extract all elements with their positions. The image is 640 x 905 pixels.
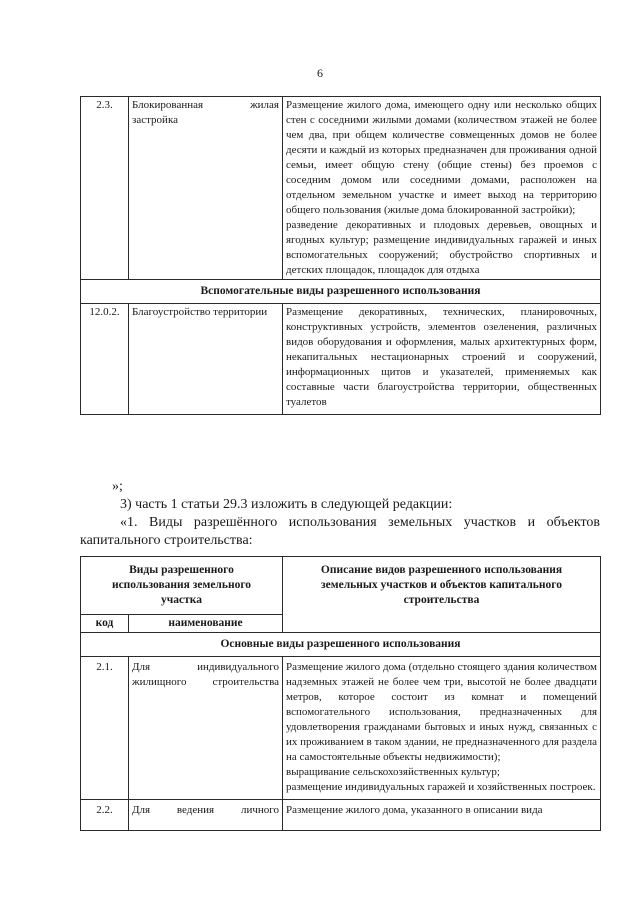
- row-code: 12.0.2.: [81, 304, 129, 415]
- land-use-table: [80, 556, 601, 831]
- table-row: [81, 304, 601, 415]
- row-description: Размещение жилого дома, указанного в описании вида: [283, 800, 601, 831]
- quoted-paragraph: [80, 514, 600, 550]
- row-description: [283, 657, 601, 800]
- row-code: 2.3.: [81, 97, 129, 280]
- header-description: Описание видов разрешенного использования земельных участков и объектов капитального строительства: [283, 557, 601, 633]
- table-row: [81, 657, 601, 800]
- table-row: [81, 800, 601, 831]
- description-paragraph: разведение декоративных и плодовых деревьев, овощных и ягодных культур; размещение индивидуальных гаражей и иных вспомогательных сооружений; обустройство спортивных и детских площадок, площадок для отдыха: [286, 219, 597, 276]
- row-code: 2.1.: [81, 657, 129, 800]
- row-name: Для индивидуального жилищного строительства: [129, 657, 283, 800]
- section-heading: Вспомогательные виды разрешенного использования: [81, 280, 601, 304]
- section-row: [81, 280, 601, 304]
- header-code: код: [81, 615, 129, 633]
- description-paragraph: Размещение жилого дома (отдельно стоящего здания количеством надземных этажей не более чем три, высотой не более двадцати метров, которое состоит из комнат и помещений вспомогательного использования, предназначенных для удовлетворения гражданами бытовых и иных нужд, связанных с их проживанием в таком здании, не предназначенного для раздела на самостоятельные объекты недвижимости);: [286, 661, 598, 763]
- row-code: 2.2.: [81, 800, 129, 831]
- row-name: Блокированная жилая застройка: [129, 97, 283, 280]
- closing-quote: »;: [112, 479, 123, 494]
- row-name: Для ведения личного: [129, 800, 283, 831]
- page-number: 6: [317, 66, 323, 80]
- header-land-use-types: Виды разрешенного использования земельного участка: [81, 557, 283, 615]
- section-row: [81, 633, 601, 657]
- description-paragraph: Размещение жилого дома, имеющего одну или несколько общих стен с соседними жилыми домами (количеством этажей не более чем два, при общем количестве совмещенных домов не более десяти и каждый из которых предназначен для проживания одной семьи, имеет общую стену (общие стены) без проемов с соседним домом или соседними домами, расположен на отдельном земельном участке и имеет выход на территорию общего пользования (жилые дома блокированной застройки);: [286, 99, 597, 216]
- amendment-item: 3) часть 1 статьи 29.3 изложить в следующей редакции:: [120, 497, 453, 512]
- row-description: [283, 97, 601, 280]
- quoted-text: «1. Виды разрешённого использования земельных участков и объектов капитального строительства:: [80, 515, 600, 548]
- table-row: [81, 97, 601, 280]
- description-paragraph: выращивание сельскохозяйственных культур;: [286, 766, 500, 778]
- description-paragraph: размещение индивидуальных гаражей и хозяйственных построек.: [286, 781, 596, 793]
- row-description: Размещение декоративных, технических, планировочных, конструктивных устройств, элементов озеленения, различных видов оборудования и оформления, малых архитектурных форм, некапитальных нестационарных строений и сооружений, информационных щитов и указателей, применяемых как составные части благоустройства территории, общественных туалетов: [283, 304, 601, 415]
- header-name: наименование: [129, 615, 283, 633]
- header-row: [81, 557, 601, 615]
- row-name: Благоустройство территории: [129, 304, 283, 415]
- section-heading: Основные виды разрешенного использования: [81, 633, 601, 657]
- land-use-table-continued: [80, 96, 601, 415]
